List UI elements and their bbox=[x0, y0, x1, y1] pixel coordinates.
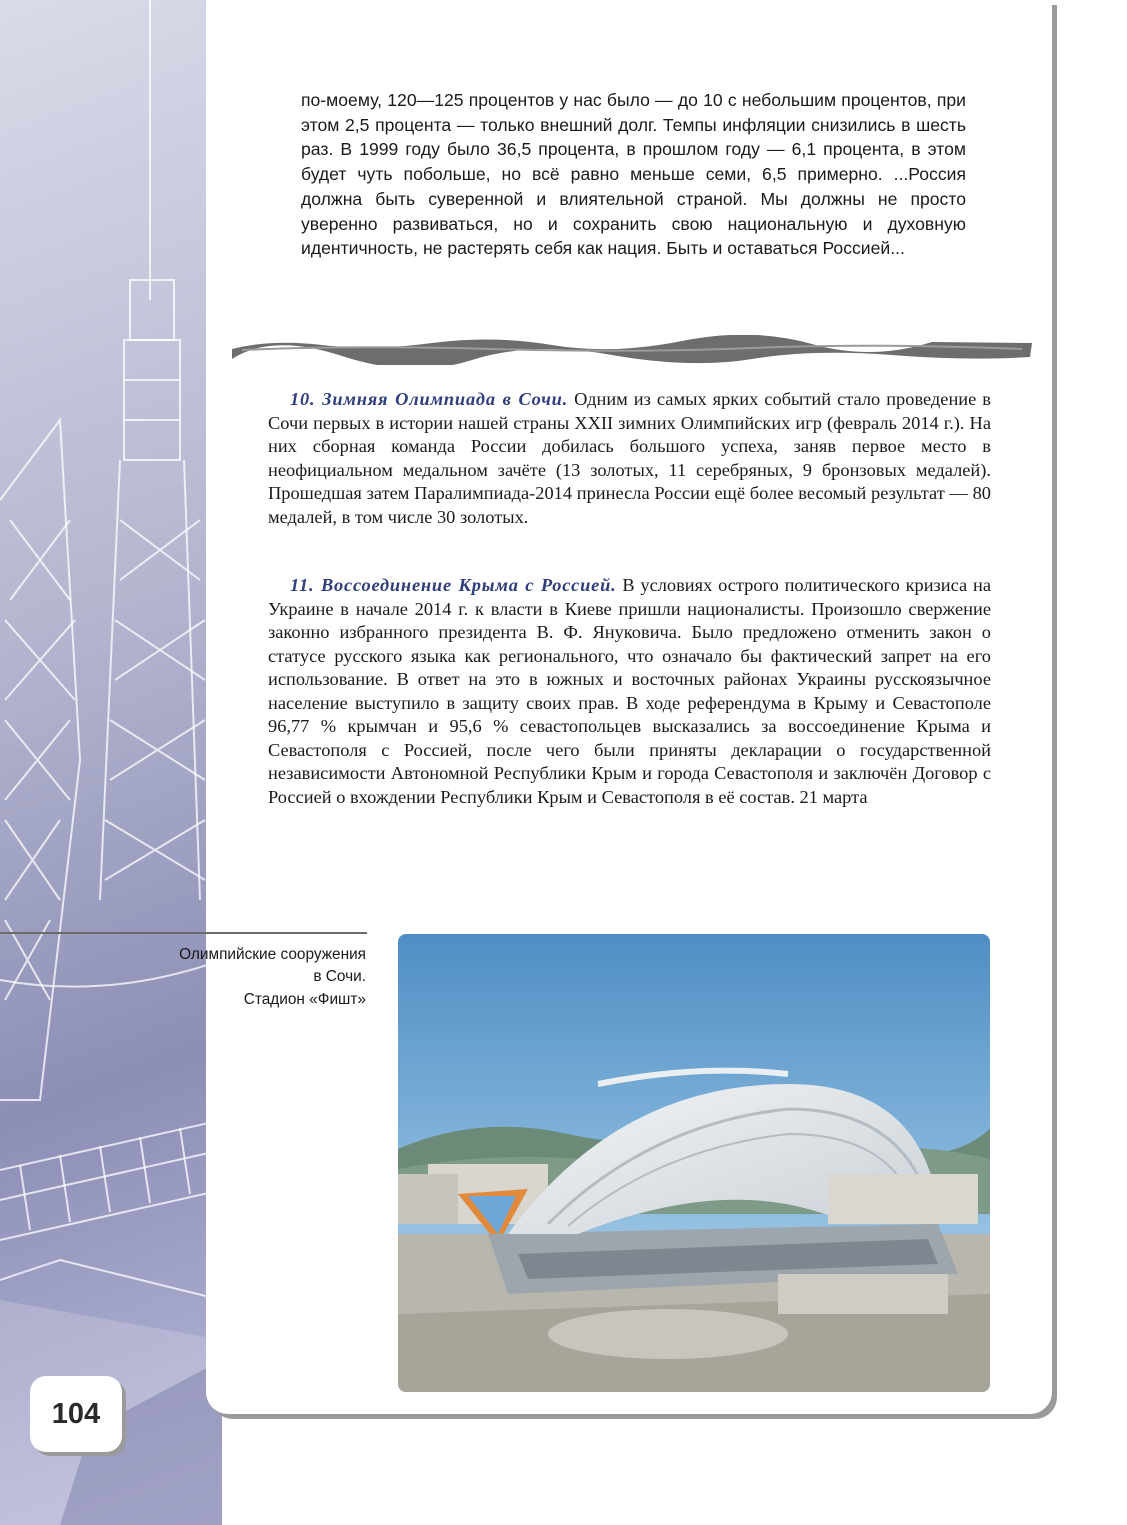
caption-line: Олимпийские сооружения bbox=[179, 946, 366, 963]
section-crimea-reunification bbox=[268, 574, 991, 809]
decorative-margin bbox=[0, 0, 222, 1525]
torn-stripe-divider bbox=[232, 335, 1032, 365]
section-winter-olympics bbox=[268, 388, 991, 529]
caption-rule bbox=[0, 932, 367, 934]
caption-line: Стадион «Фишт» bbox=[243, 990, 366, 1008]
quote-text: по-моему, 120—125 процентов у нас было — до 10 с небольшим процентов, при этом 2,5 процента — только внешний долг. Темпы инфляции снизились в шесть раз. В 1999 году было 36,5 процента, в прошлом году — 6,1 процента, в этом будет чуть побольше, но всё равно меньше семи, 6,5 примерно. ...Россия должна быть суверенной и влиятельной страной. Мы должны не просто уверенно развиваться, но и сохранить свою национальную и духовную идентичность, не растерять себя как нация. Быть и оставаться Россией... bbox=[301, 90, 966, 259]
section-body: В условиях острого политического кризиса на Украине в начале 2014 г. к власти в Киеве пришли националисты. Произошло свержение законно избранного президента В. Ф. Януковича. Было предложено отменить закон о статусе русского языка как регионального, что означало бы фактический запрет на его использование. В ответ на это в южных и восточных районах Украины русскоязычное население выступило в защиту своих прав. В ходе референдума в Крыму и Севастополе 96,77 % крымчан и 95,6 % севастопольцев высказались за воссоединение Крыма и Севастополя с Россией, после чего были приняты декларации о государственной независимости Автономной Республики Крым и города Севастополя и заключён Договор с Россией о вхождении Республики Крым и Севастополя в её состав. 21 марта bbox=[268, 575, 991, 807]
page-number-tab bbox=[30, 1376, 122, 1452]
section-heading: 10. Зимняя Олимпиада в Сочи. bbox=[290, 389, 569, 409]
tv-tower-illustration bbox=[0, 0, 222, 1525]
fisht-stadium-photo bbox=[398, 934, 990, 1392]
photo-caption bbox=[110, 944, 366, 1011]
page-number: 104 bbox=[51, 1397, 101, 1430]
section-heading: 11. Воссоединение Крыма с Россией. bbox=[290, 575, 617, 595]
section-body: Одним из самых ярких событий стало проведение в Сочи первых в истории нашей страны XXII зимних Олимпийских игр (февраль 2014 г.). На них сборная команда России добилась большого успеха, заняв первое место в неофициальном медальном зачёте (13 золотых, 11 серебряных, 9 бронзовых медалей). Прошедшая затем Паралимпиада-2014 принесла России ещё более весомый результат — 80 медалей, в том числе 30 золотых. bbox=[268, 389, 991, 527]
caption-line: в Сочи. bbox=[313, 968, 366, 986]
